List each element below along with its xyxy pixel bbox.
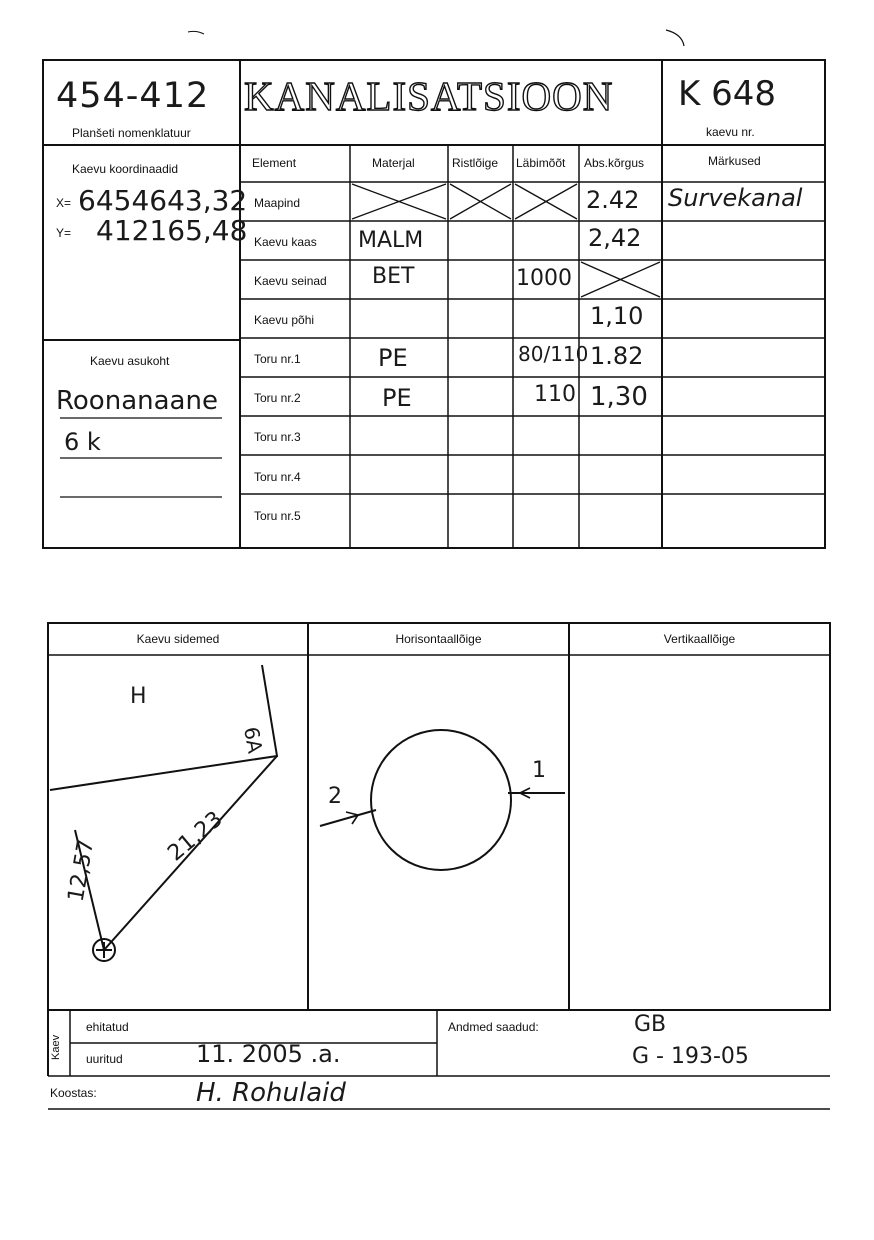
author-label: Koostas: <box>50 1086 97 1100</box>
sketch-distance-2: 12,57 <box>63 837 100 904</box>
coordinates-label: Kaevu koordinaadid <box>72 162 179 176</box>
drawing-header-ties: Kaevu sidemed <box>136 632 220 646</box>
footer-side-label: Kaev <box>50 1034 62 1060</box>
col-header-element: Element <box>252 156 297 170</box>
sketch-distance-1: 21,23 <box>163 806 228 867</box>
well-number: K 648 <box>678 74 776 114</box>
col-header-diameter: Läbimõõt <box>516 156 566 170</box>
horizontal-section <box>320 730 565 870</box>
data-received-value-2: G - 193-05 <box>632 1044 749 1069</box>
row-label-pipe-5: Toru nr.5 <box>254 509 301 523</box>
x-label: X= <box>56 196 72 210</box>
cell-pipe2-height: 1,30 <box>590 382 648 412</box>
col-header-notes: Märkused <box>708 154 761 168</box>
plansheet-label: Planšeti nomenklatuur <box>72 126 191 140</box>
cell-ground-notes: Survekanal <box>668 184 803 212</box>
drawing-header-vertical: Vertikaallõige <box>663 632 736 646</box>
pipe-1-label: 1 <box>532 758 546 783</box>
surveyed-label: uuritud <box>86 1052 123 1066</box>
col-header-abs-height: Abs.kõrgus <box>584 156 645 170</box>
form-title: KANALISATSIOON <box>244 73 614 119</box>
site-sketch <box>50 665 277 961</box>
cell-pipe2-diameter: 110 <box>534 382 576 407</box>
location-line-1: Roonanaane <box>56 386 218 416</box>
x-coordinate: 6454643,32 <box>78 184 248 217</box>
row-label-ground: Maapind <box>254 196 301 210</box>
sketch-corner-label: 6A <box>239 724 268 756</box>
row-label-walls: Kaevu seinad <box>254 274 327 288</box>
pipe-2-label: 2 <box>328 784 342 809</box>
location-label: Kaevu asukoht <box>90 354 170 368</box>
cell-bottom-height: 1,10 <box>590 302 644 330</box>
built-label: ehitatud <box>86 1020 129 1034</box>
row-label-pipe-3: Toru nr.3 <box>254 430 301 444</box>
cell-pipe2-material: PE <box>382 384 412 412</box>
well-number-label: kaevu nr. <box>706 125 755 139</box>
cell-walls-material: BET <box>372 264 415 289</box>
data-received-label: Andmed saadud: <box>448 1020 539 1034</box>
row-label-pipe-2: Toru nr.2 <box>254 391 301 405</box>
sketch-building-label: H <box>130 684 147 709</box>
cell-pipe1-material: PE <box>378 344 408 372</box>
surveyed-value: 11. 2005 .a. <box>196 1040 341 1068</box>
col-header-cross-section: Ristlõige <box>452 156 499 170</box>
cell-ground-height: 2.42 <box>586 186 640 214</box>
row-label-pipe-4: Toru nr.4 <box>254 470 301 484</box>
cell-walls-diameter: 1000 <box>516 266 572 291</box>
row-label-pipe-1: Toru nr.1 <box>254 352 301 366</box>
cell-lid-height: 2,42 <box>588 224 642 252</box>
row-label-bottom: Kaevu põhi <box>254 313 315 327</box>
plansheet-number: 454-412 <box>56 76 210 116</box>
cell-lid-material: MALM <box>358 228 424 253</box>
cell-pipe1-diameter: 80/110 <box>518 342 589 366</box>
y-label: Y= <box>56 226 72 240</box>
col-header-material: Materjal <box>372 156 415 170</box>
drawing-header-horizontal: Horisontaallõige <box>395 632 482 646</box>
author-value: H. Rohulaid <box>196 1078 346 1108</box>
data-received-value-1: GB <box>634 1012 667 1037</box>
location-line-2: 6 k <box>64 428 101 456</box>
row-label-lid: Kaevu kaas <box>254 235 317 249</box>
cell-pipe1-height: 1.82 <box>590 342 644 370</box>
y-coordinate: 412165,48 <box>96 214 248 247</box>
